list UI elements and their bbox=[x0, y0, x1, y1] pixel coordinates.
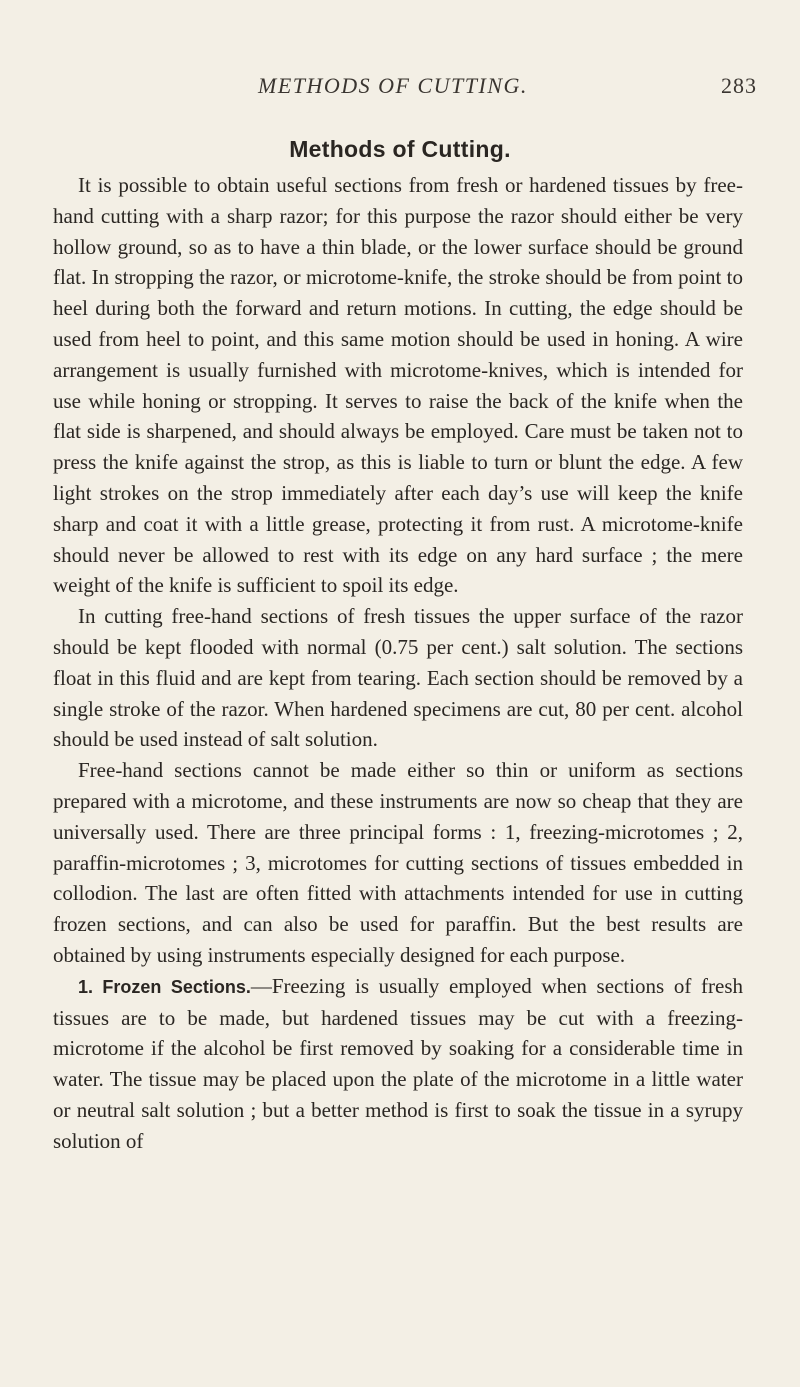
section-heading: Methods of Cutting. bbox=[289, 136, 511, 162]
running-head-title: METHODS OF CUTTING. bbox=[258, 73, 528, 98]
paragraph-frozen-sections bbox=[53, 971, 743, 1157]
running-head bbox=[0, 73, 800, 103]
paragraph-microtomes: Free-hand sections cannot be made either so thin or uniform as sections prepared with a microtome, and these instruments are now so cheap that they are universally used. There are three principal forms : 1, freezing-microtomes ; 2, paraffin-microtomes ; 3, microtomes for cutting sections of tissues embedded in collodion. The last are often fitted with attachments intended for use in cutting frozen sections, and can also be used for paraffin. But the best results are obtained by using instruments especially designed for each purpose. bbox=[53, 758, 743, 967]
frozen-sections-heading: 1. Frozen Sections. bbox=[78, 976, 251, 997]
body-text bbox=[53, 170, 743, 1157]
paragraph-salt-solution: In cutting free-hand sections of fresh tissues the upper surface of the razor should be kept flooded with normal (0.75 per cent.) salt solution. The sections float in this fluid and are kept from tearing. Each section should be removed by a single stroke of the razor. When hardened specimens are cut, 80 per cent. alcohol should be used instead of salt solution. bbox=[53, 604, 743, 752]
page-number: 283 bbox=[721, 73, 757, 98]
frozen-sections-text: —Freezing is usually employed when sections of fresh tissues are to be made, but hardened tissues may be cut with a freezing-microtome if the alcohol be first removed by soaking for a considerable time in water. The tissue may be placed upon the plate of the microtome in a little water or neutral salt solution ; but a better method is first to soak the tissue in a syrupy solution of bbox=[53, 973, 743, 1153]
paragraph-free-hand-cutting: It is possible to obtain useful sections from fresh or hardened tissues by free-hand cutting with a sharp razor; for this purpose the razor should either be very hollow ground, so as to have a thin blade, or the lower surface should be ground flat. In stropping the razor, or microtome-knife, the stroke should be from point to heel during both the forward and return motions. In cutting, the edge should be used from heel to point, and this same motion should be used in honing. A wire arrangement is usually furnished with microtome-knives, which is intended for use while honing or stropping. It serves to raise the back of the knife when the flat side is sharpened, and should always be employed. Care must be taken not to press the knife against the strop, as this is liable to turn or blunt the edge. A few light strokes on the strop immediately after each day’s use will keep the knife sharp and coat it with a little grease, protecting it from rust. A microtome-knife should never be allowed to rest with its edge on any hard surface ; the mere weight of the knife is sufficient to spoil its edge. bbox=[53, 173, 743, 598]
